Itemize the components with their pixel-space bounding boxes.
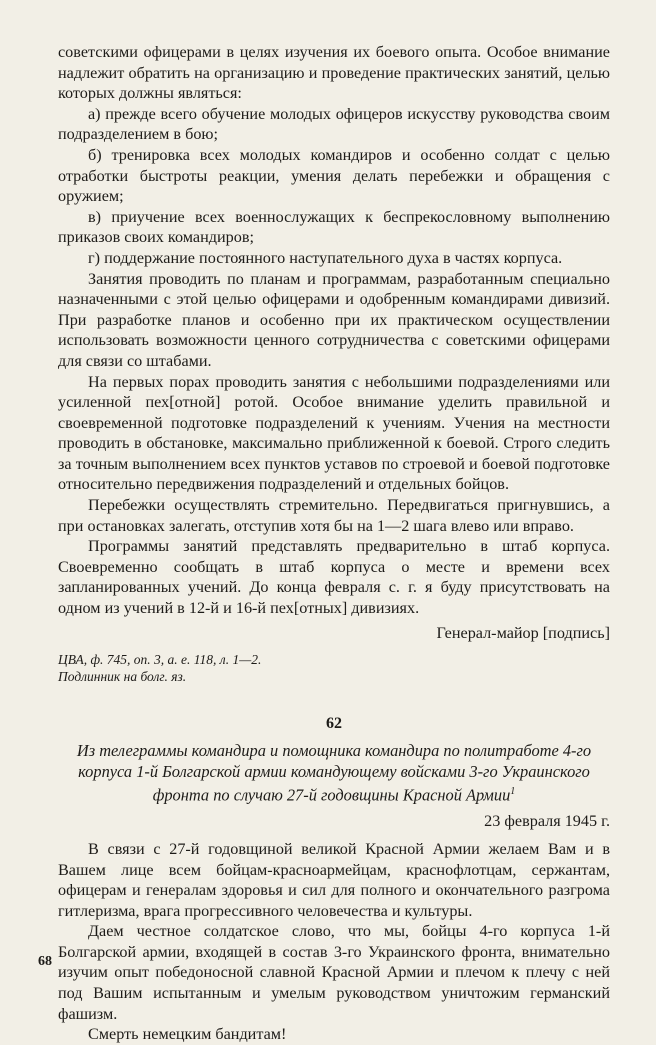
paragraph: Даем честное солдатское слово, что мы, бойцы 4-го корпуса 1-й Болгарской армии, входящей в состав 3-го Украинского фронта, внимательно изучим опыт победоносной славной Красной Армии и плечом к плечу с ней под Вашим испытанным и умелым руководством уничтожим германский фашизм.	[58, 922, 610, 1023]
list-item-d: г) поддержание постоянного наступательного духа в частях корпуса.	[88, 248, 563, 267]
list-item-a: а) прежде всего обучение молодых офицеров искусству руководства своим подразделением в бою;	[58, 104, 610, 144]
paragraph: Программы занятий представлять предварительно в штаб корпуса. Своевременно сообщать в штаб корпуса о месте и времени всех запланированных учений. До конца февраля с. г. я буду присутствовать на одном из учений в 12-й и 16-й пех[отных] дивизиях.	[58, 537, 610, 618]
document-title-text: Из телеграммы командира и помощника командира по политработе 4-го корпуса 1-й Болгарской армии командующему войсками 3-го Украинского фронта по случаю 27-й годовщины Красной Армии	[76, 741, 592, 805]
page-number: 68	[38, 954, 52, 969]
paragraph: Перебежки осуществлять стремительно. Передвигаться пригнувшись, а при остановках залегать, отступив хотя бы на 1—2 шага влево или вправо.	[58, 496, 610, 535]
document-date: 23 февраля 1945 г.	[484, 811, 610, 830]
signature: Генерал-майор [подпись]	[436, 623, 610, 642]
paragraph: Смерть немецким бандитам!	[88, 1025, 287, 1044]
paragraph: На первых порах проводить занятия с небольшими подразделениями или усиленной пех[отной] ротой. Особое внимание уделить правильной и своевременной подготовке подразделений к учениям. Учения на местности проводить в обстановке, максимально приближенной к боевой. Строго следить за точным выполнением всех пунктов уставов по строевой и боевой подготовке относительно передвижения подразделений и отдельных бойцов.	[58, 372, 610, 494]
paragraph: советскими офицерами в целях изучения их боевого опыта. Особое внимание надлежит обратить на организацию и проведение практических занятий, целью которых должны являться:	[58, 43, 610, 103]
document-title	[68, 741, 600, 806]
paragraph: Занятия проводить по планам и программам, разработанным специально назначенными с этой целью офицерами и одобренным командирами дивизий. При разработке планов и особенно при их практическом осуществлении использовать возможности ценного сотрудничества с советскими офицерами для связи со штабами.	[58, 269, 610, 370]
list-item-c: в) приучение всех военнослужащих к беспрекословному выполнению приказов своих командиров;	[58, 207, 610, 247]
document-number: 62	[326, 715, 342, 733]
document-body	[58, 42, 610, 1045]
paragraph: В связи с 27-й годовщиной великой Красной Армии желаем Вам и в Вашем лице всем бойцам-красноармейцам, краснофлотцам, сержантам, офицерам и генералам здоровья и сил для полного и окончательного разгрома гитлеризма, врага прогрессивного человечества и культуры.	[58, 839, 610, 920]
original-language-note: Подлинник на болг. яз.	[58, 669, 187, 685]
list-item-b: б) тренировка всех молодых командиров и особенно солдат с целью отработки быстроты реакции, умения делать перебежки и обращения с оружием;	[58, 145, 610, 206]
archive-source: ЦВА, ф. 745, оп. 3, а. е. 118, л. 1—2.	[58, 652, 262, 668]
footnote-marker: 1	[510, 786, 516, 798]
